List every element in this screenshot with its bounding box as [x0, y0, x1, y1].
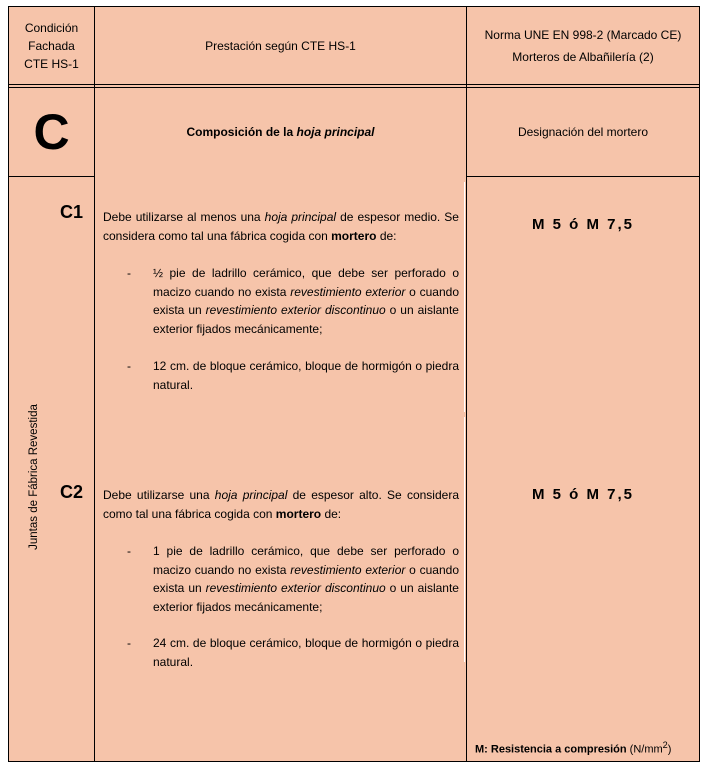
bold-text: mortero [331, 228, 377, 243]
c2-intro [103, 486, 459, 523]
composition-heading [95, 88, 466, 176]
mortar-specification-table [8, 6, 700, 762]
condition-code-c1: C1 [60, 202, 84, 222]
italic-text: revestimiento exterior [290, 562, 406, 577]
bullet-dash: - [127, 636, 131, 650]
footnote-unit: (N/mm [626, 743, 663, 756]
side-label [24, 392, 44, 562]
c1-mortar-designation: M 5 ó M 7,5 [531, 216, 635, 233]
footnote-end: ) [667, 743, 672, 756]
bullet-text: 12 cm. de bloque cerámico, bloque de hormigón o piedra natural. [153, 359, 459, 392]
text: 1 pie de ladrillo cerámico, que debe ser perforado o macizo cuando no exista [153, 544, 459, 577]
italic-text: hoja principal [264, 210, 337, 224]
designation-heading [467, 88, 699, 176]
text: Debe utilizarse al menos una [103, 210, 265, 224]
text: o cuando exista un [153, 562, 459, 595]
composition-heading-italic: hoja principal [296, 125, 375, 139]
header-performance-text: Prestación según CTE HS-1 [205, 38, 356, 53]
divider [464, 182, 465, 412]
italic-text: revestimiento exterior [290, 284, 406, 299]
c2-mortar-designation: M 5 ó M 7,5 [531, 486, 635, 503]
bullet-dash: - [127, 266, 131, 280]
header-standard [467, 7, 699, 84]
condition-code-text: C [33, 104, 70, 160]
bold-text: mortero [275, 506, 322, 521]
bullet-text: 24 cm. de bloque cerámico, bloque de hormigón o piedra natural. [153, 636, 459, 669]
text: o un aislante exterior fijados mecánicamente; [153, 581, 459, 614]
footnote-bold: M: Resistencia a compresión [475, 743, 627, 756]
side-label-text: Juntas de Fábrica Revestida [28, 404, 40, 550]
text: Debe utilizarse una [103, 488, 215, 502]
header-condition-line: Condición [24, 20, 79, 35]
condition-code-c2: C2 [60, 482, 84, 502]
divider [94, 87, 95, 761]
c1-intro [103, 208, 459, 245]
c2-bullet-2 [127, 634, 459, 674]
bullet-dash: - [127, 359, 131, 373]
divider [9, 176, 94, 177]
header-condition [9, 7, 94, 84]
text: o cuando exista un [153, 284, 459, 317]
c2-bullet-1 [127, 542, 459, 622]
header-condition-line: Fachada [28, 38, 75, 53]
divider [9, 84, 699, 85]
header-performance [95, 7, 466, 84]
header-standard-line: Norma UNE EN 998-2 (Marcado CE) [484, 27, 682, 42]
header-condition-line: CTE HS-1 [24, 56, 79, 71]
condition-code-c [9, 88, 94, 176]
italic-text: revestimiento exterior discontinuo [205, 303, 386, 317]
bullet-dash: - [127, 544, 131, 558]
text: de: [321, 506, 342, 521]
text: de espesor medio. Se considera como tal una fábrica cogida con [103, 210, 459, 243]
italic-text: hoja principal [214, 488, 288, 502]
c1-bullet-2 [127, 357, 459, 397]
divider [467, 176, 699, 177]
composition-heading-text: Composición de la [186, 125, 297, 139]
header-standard-line: Morteros de Albañilería (2) [512, 49, 654, 64]
text: de: [376, 228, 397, 243]
text: o un aislante exterior fijados mecánicamente; [153, 303, 459, 336]
footnote [475, 740, 671, 756]
footnote-sup: 2 [662, 740, 668, 750]
text: ½ pie de ladrillo cerámico, que debe ser perforado o macizo cuando no exista [153, 266, 459, 299]
italic-text: revestimiento exterior discontinuo [205, 581, 386, 595]
text: de espesor alto. Se considera como tal una fábrica cogida con [103, 488, 459, 521]
c1-bullet-1 [127, 264, 459, 344]
designation-heading-text: Designación del mortero [517, 125, 649, 139]
divider [464, 417, 465, 662]
